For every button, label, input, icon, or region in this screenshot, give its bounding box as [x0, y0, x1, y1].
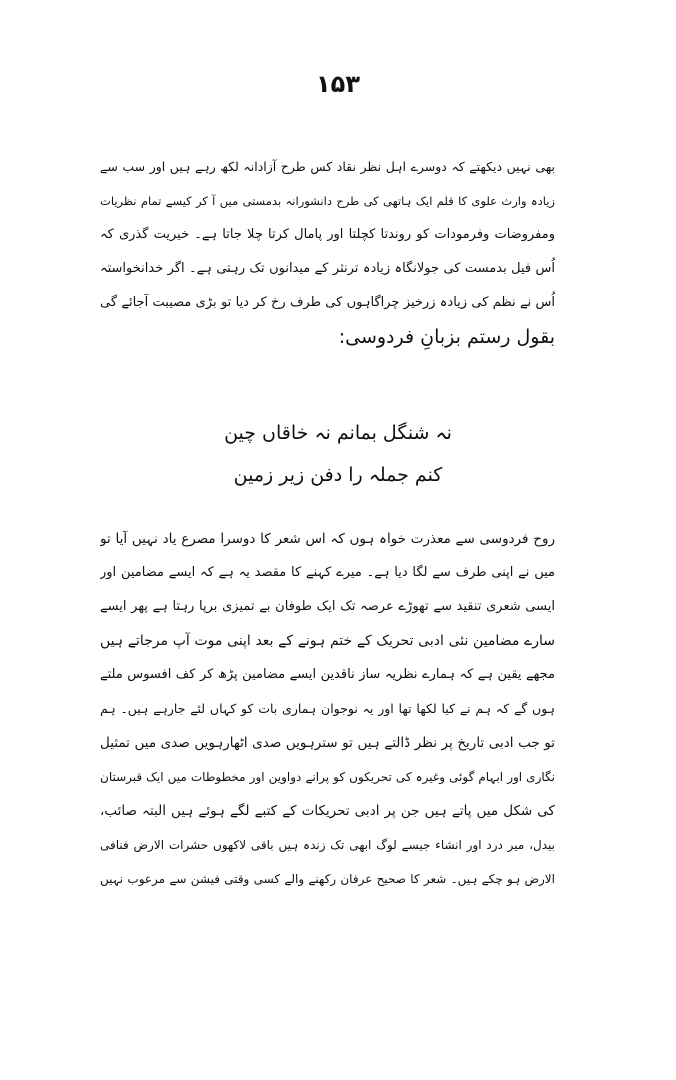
text-line: روح فردوسی سے معذرت خواہ ہوں کہ اس شعر کا دوسرا مصرع یاد نہیں آیا تو	[100, 531, 555, 547]
verse-line-1: نہ شنگل بمانم نہ خاقاں چین	[224, 422, 452, 444]
text-line: بقول رستم بزبانِ فردوسی:	[338, 326, 555, 348]
text-line: ومفروضات وفرمودات کو روندتا کچلتا اور پامال کرتا چلا جاتا ہے۔ خیریت گذری کہ	[100, 227, 555, 242]
paragraph-2	[100, 522, 555, 896]
text-line: تو جب ادبی تاریخ پر نظر ڈالتے ہیں تو سترہویں صدی اٹھارہویں صدی میں تمثیل	[100, 735, 555, 751]
text-line: زیادہ وارث علوی کا قلم ایک ہاتھی کی طرح دانشورانہ بدمستی میں آ کر کیسے تمام نظریات	[100, 194, 555, 208]
text-line: کی شکل میں پاتے ہیں جن پر ادبی تحریکات کے کتبے لگے ہوئے ہیں البتہ صائب،	[100, 803, 555, 819]
paragraph-1	[100, 150, 555, 354]
page-number: ۱۵۳	[316, 70, 360, 98]
text-line: مجھے یقین ہے کہ ہمارے نظریہ ساز ناقدین ایسے مضامین پڑھ کر کف افسوس ملتے	[100, 667, 555, 682]
text-line: اُس نے نظم کی زیادہ زرخیز چراگاہوں کی طرف رخ کر دیا تو بڑی مصیبت آجائے گی	[100, 295, 555, 310]
text-line: ہوں گے کہ ہم نے کیا لکھا تھا اور یہ نوجوان ہماری بات کو کہاں لئے جارہے ہیں۔ ہم	[100, 701, 555, 716]
text-line: بھی نہیں دیکھتے کہ دوسرے اہل نظر نقاد کس طرح آزادانہ لکھ رہے ہیں اور سب سے	[100, 159, 555, 174]
text-line: میں نے اپنی طرف سے لگا دیا ہے۔ میرے کہنے کا مقصد یہ ہے کہ ایسے مضامین اور	[100, 565, 555, 580]
text-line: بیدل، میر درد اور انشاء جیسے لوگ ابھی تک زندہ ہیں باقی لاکھوں حشرات الارض فنافی	[100, 838, 555, 852]
verse-line-2: کنم جملہ را دفن زیر زمین	[233, 464, 443, 486]
text-line: اُس فیل بدمست کی جولانگاہ زیادہ ترنثر کے میدانوں تک رہتی ہے۔ اگر خدانخواستہ	[100, 261, 555, 276]
text-line: سارے مضامین نئی ادبی تحریک کے ختم ہونے کے بعد اپنی موت آپ مرجاتے ہیں	[100, 633, 555, 649]
text-line: الارض ہو چکے ہیں۔ شعر کا صحیح عرفان رکھنے والے کسی وقتی فیشن سے مرعوب نہیں	[100, 872, 555, 886]
text-line: ایسی شعری تنقید سے تھوڑے عرصہ تک ایک طوفان بے تمیزی برپا رہتا ہے پھر ایسے	[100, 599, 555, 614]
text-line: نگاری اور ابہام گوئی وغیرہ کی تحریکوں کو پرانے دواوین اور مخطوطات میں ایک قبرستان	[100, 770, 555, 784]
